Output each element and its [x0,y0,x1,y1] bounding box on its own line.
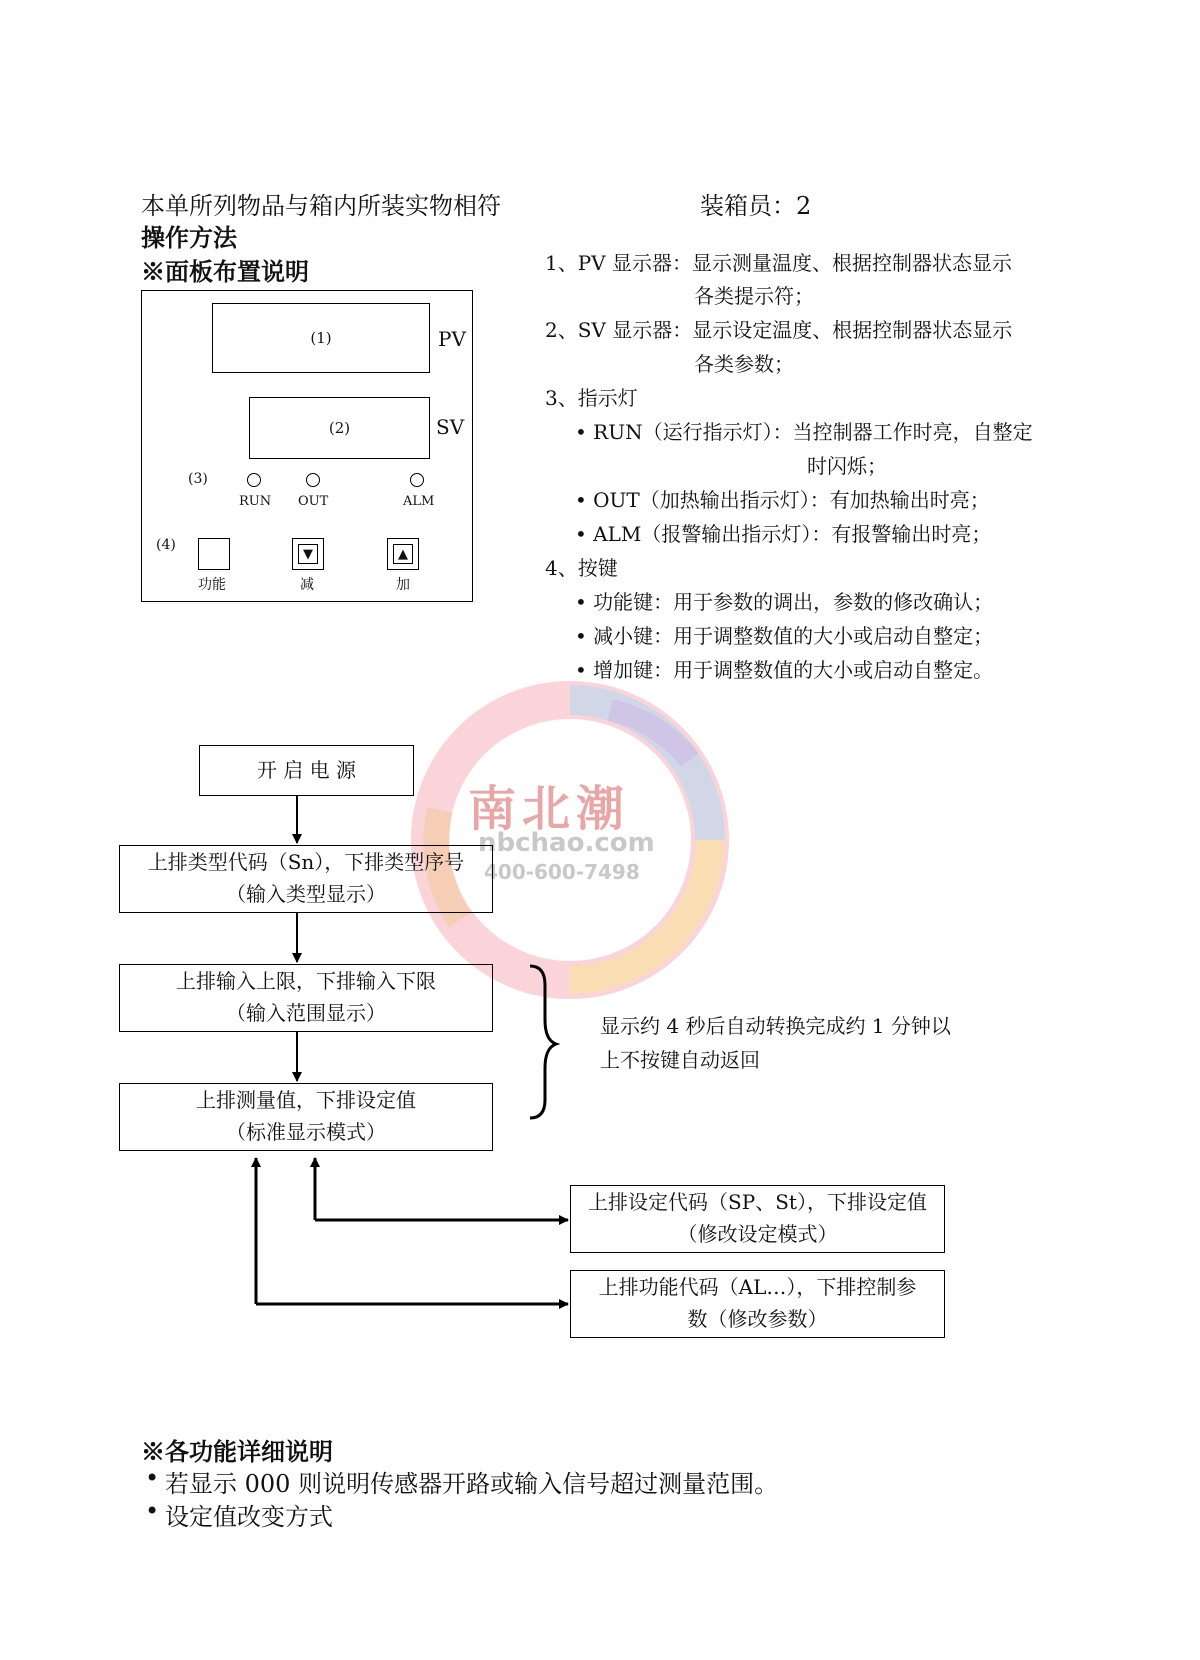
flow-type-line2: （输入类型显示） [226,882,386,906]
packer-label: 装箱员：2 [700,192,812,220]
section-title: 操作方法 [141,223,237,252]
desc-run: • RUN（运行指示灯）：当控制器工作时亮，自整定 [575,420,1033,444]
flow-power-box [199,745,414,796]
desc-key-function: • 功能键：用于参数的调出，参数的修改确认； [575,590,994,614]
flow-note-line1: 显示约 4 秒后自动转换完成约 1 分钟以 [600,1014,951,1038]
desc-out: • OUT（加热输出指示灯）：有加热输出时亮； [575,488,990,512]
desc-key-up: • 增加键：用于调整数值的大小或启动自整定。 [575,658,994,682]
flow-power-text: 开 启 电 源 [256,758,357,782]
desc-indicator: 3、指示灯 [545,386,638,410]
desc-alm: • ALM（报警输出指示灯）：有报警输出时亮； [575,522,992,546]
bullet-icon: • [145,1497,160,1525]
flow-range-line1: 上排输入上限，下排输入下限 [176,969,436,993]
up-arrow-icon: ▲ [393,544,413,564]
function-key-label: 功能 [198,577,226,593]
sv-display-number: (2) [328,419,351,437]
watermark-brand: 南北潮 [468,781,631,837]
packing-statement: 本单所列物品与箱内所装实物相符 [141,192,501,220]
up-key-label: 加 [396,577,410,593]
flow-setpoint-line2: （修改设定模式） [677,1222,838,1246]
desc-sv-cont: 各类参数； [694,352,794,376]
desc-run-cont: 时闪烁； [807,454,887,478]
flow-standard-line1: 上排测量值，下排设定值 [196,1088,416,1112]
desc-keys: 4、按键 [545,556,618,580]
keys-number: (4) [156,537,176,553]
details-item-2: 设定值改变方式 [165,1503,333,1531]
details-item-1: 若显示 000 则说明传感器开路或输入信号超过测量范围。 [165,1470,779,1498]
watermark-domain: nbchao.com [478,828,655,858]
run-led-label: RUN [239,494,272,509]
flow-note-line2: 上不按键自动返回 [600,1048,760,1072]
bullet-icon: • [145,1464,160,1492]
desc-sv: 2、SV 显示器：显示设定温度、根据控制器状态显示 [545,318,1013,342]
desc-key-down: • 减小键：用于调整数值的大小或启动自整定； [575,624,994,648]
desc-pv: 1、PV 显示器：显示测量温度、根据控制器状态显示 [545,251,1012,275]
flow-function-line2: 数（修改参数） [687,1307,828,1331]
alm-led-label: ALM [403,494,435,509]
flow-standard-line2: （标准显示模式） [226,1120,386,1144]
flow-type-line1: 上排类型代码（Sn），下排类型序号 [147,850,465,874]
pv-label: PV [438,327,466,351]
details-title: ※各功能详细说明 [141,1437,333,1466]
sv-label: SV [436,415,465,439]
pv-display-number: (1) [310,329,332,347]
flow-setpoint-box [570,1185,945,1253]
down-key-label: 减 [300,577,314,593]
watermark-phone: 400-600-7498 [484,860,640,884]
out-led-label: OUT [298,494,329,509]
flow-function-box [570,1270,945,1338]
flow-range-box [119,964,493,1032]
panel-title: ※面板布置说明 [141,257,309,286]
flow-function-line1: 上排功能代码（AL…），下排控制参 [598,1275,917,1299]
flow-type-box [119,845,493,913]
desc-pv-cont: 各类提示符； [694,284,814,308]
curly-brace-icon [530,966,556,1118]
indicator-number: (3) [188,471,208,487]
flow-setpoint-line1: 上排设定代码（SP、St），下排设定值 [588,1190,927,1214]
flow-standard-box [119,1083,493,1151]
flow-range-line2: （输入范围显示） [226,1001,386,1025]
down-arrow-icon: ▼ [298,544,318,564]
